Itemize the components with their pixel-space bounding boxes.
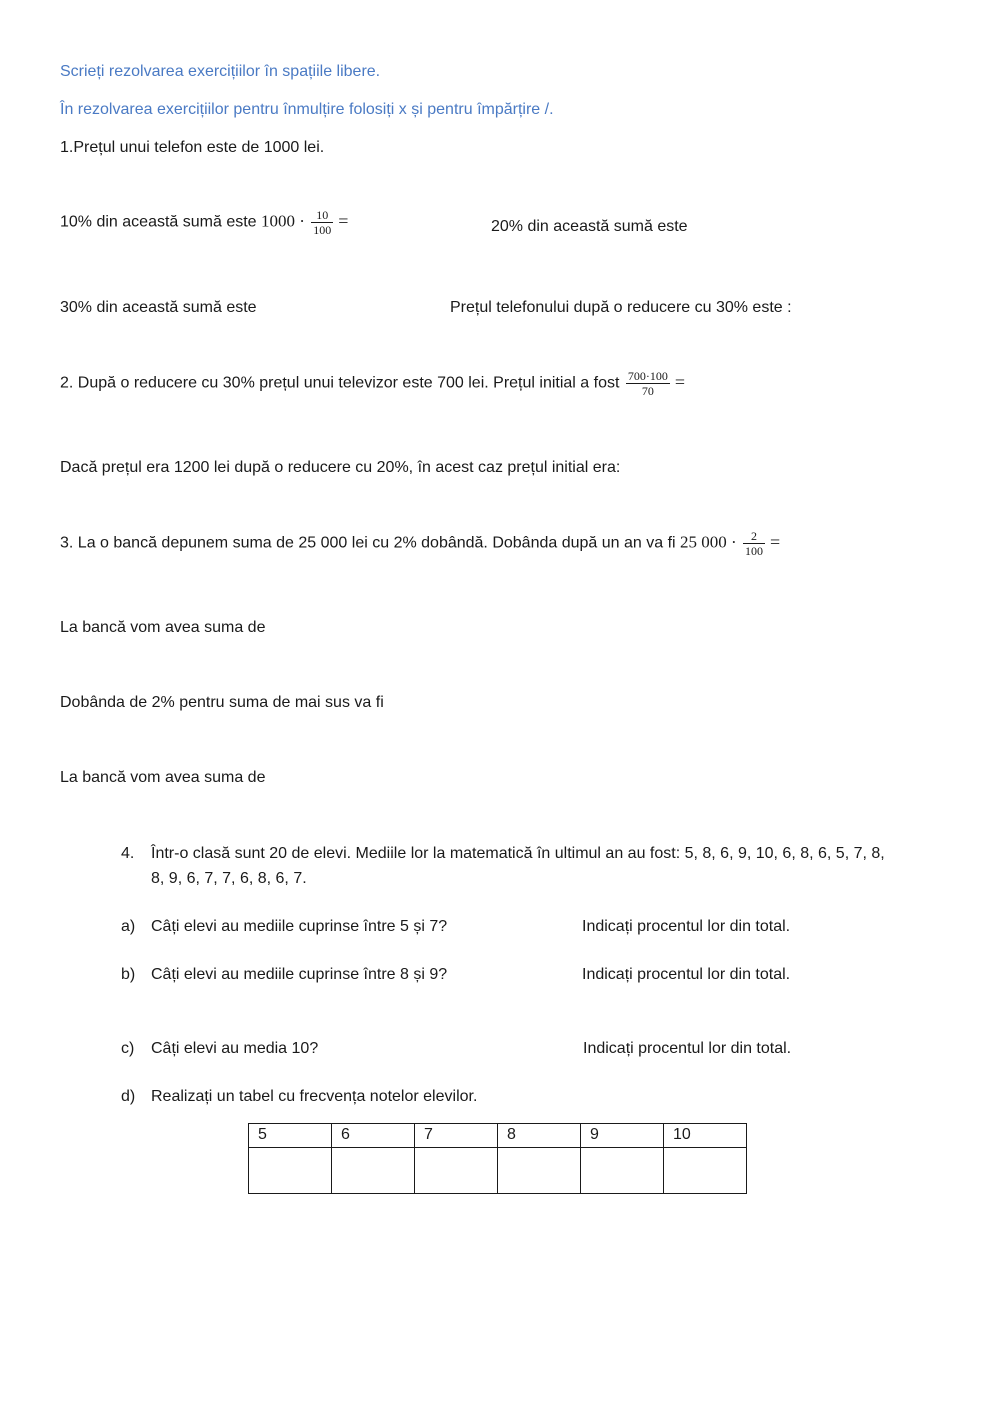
ex3-statement: 3. La o bancă depunem suma de 25 000 lei cu 2% dobândă. Dobânda după un an va fi bbox=[60, 534, 681, 552]
ex1-percent-20: 20% din această sumă este bbox=[491, 218, 688, 235]
ex1-fraction-denominator: 100 bbox=[313, 223, 332, 237]
frequency-header-cell: 7 bbox=[415, 1124, 498, 1148]
ex4-item-c-question: Câți elevi au media 10? bbox=[151, 1040, 319, 1057]
ex1-percent-10-text: 10% din această sumă este bbox=[60, 213, 262, 231]
ex1-percent-30: 30% din această sumă este bbox=[60, 299, 257, 316]
ex4-item-d-label: d) bbox=[121, 1088, 136, 1105]
instruction-line-1: Scrieți rezolvarea exercițiilor în spațiile libere. bbox=[60, 63, 381, 80]
ex3-statement-line bbox=[60, 529, 780, 558]
frequency-header-cell: 5 bbox=[249, 1124, 332, 1148]
frequency-table-header-row bbox=[249, 1124, 747, 1148]
ex1-percent-10 bbox=[60, 208, 348, 237]
ex1-equals: = bbox=[338, 210, 349, 231]
ex3-line-4: La bancă vom avea suma de bbox=[60, 769, 266, 786]
ex2-question: Dacă prețul era 1200 lei după o reducere cu 20%, în acest caz prețul initial era: bbox=[60, 459, 621, 476]
ex2-fraction bbox=[626, 369, 670, 398]
frequency-header-cell: 9 bbox=[581, 1124, 664, 1148]
frequency-header-cell: 8 bbox=[498, 1124, 581, 1148]
ex4-item-a-percent: Indicați procentul lor din total. bbox=[582, 918, 791, 935]
ex4-item-b-question: Câți elevi au mediile cuprinse între 8 și 9? bbox=[151, 966, 448, 983]
ex2-equals: = bbox=[674, 371, 686, 392]
ex2-statement-line bbox=[60, 369, 685, 398]
ex4-item-a-question: Câți elevi au mediile cuprinse între 5 și 7? bbox=[151, 918, 448, 935]
ex3-fraction bbox=[743, 529, 765, 558]
ex3-fraction-denominator: 100 bbox=[744, 544, 763, 558]
frequency-answer-cell[interactable] bbox=[415, 1148, 498, 1194]
ex3-line-2: La bancă vom avea suma de bbox=[60, 619, 266, 636]
frequency-answer-cell[interactable] bbox=[249, 1148, 332, 1194]
ex1-statement: 1.Prețul unui telefon este de 1000 lei. bbox=[60, 139, 325, 156]
ex1-fraction-numerator: 10 bbox=[311, 208, 333, 223]
ex3-equals: = bbox=[769, 531, 781, 552]
ex1-fraction bbox=[311, 208, 333, 237]
ex3-line-3: Dobânda de 2% pentru suma de mai sus va fi bbox=[60, 694, 384, 711]
instruction-line-2: În rezolvarea exercițiilor pentru înmulțire folosiți x și pentru împărțire /. bbox=[60, 101, 554, 118]
ex2-fraction-numerator: 700·100 bbox=[627, 369, 668, 383]
frequency-table bbox=[248, 1123, 747, 1194]
ex1-percent-10-base: 1000 · bbox=[261, 211, 310, 231]
ex4-item-b-percent: Indicați procentul lor din total. bbox=[582, 966, 791, 983]
ex1-reduction: Prețul telefonului după o reducere cu 30% este : bbox=[450, 299, 792, 316]
ex4-statement-line-2: 8, 9, 6, 7, 7, 6, 8, 6, 7. bbox=[151, 870, 307, 887]
frequency-answer-cell[interactable] bbox=[332, 1148, 415, 1194]
frequency-answer-cell[interactable] bbox=[664, 1148, 747, 1194]
frequency-answer-cell[interactable] bbox=[498, 1148, 581, 1194]
ex4-number: 4. bbox=[121, 845, 135, 862]
ex4-item-c-label: c) bbox=[121, 1040, 135, 1057]
ex2-statement: 2. După o reducere cu 30% prețul unui televizor este 700 lei. Prețul initial a fost bbox=[60, 374, 624, 392]
ex4-statement-line-1: Într-o clasă sunt 20 de elevi. Mediile lor la matematică în ultimul an au fost: 5, 8, 6, 9, 10, 6, 8, 6, 5, 7, 8, bbox=[151, 845, 885, 862]
frequency-table-answer-row bbox=[249, 1148, 747, 1194]
ex4-item-d-question: Realizați un tabel cu frecvența notelor elevilor. bbox=[151, 1088, 478, 1105]
ex4-item-b-label: b) bbox=[121, 966, 136, 983]
ex4-item-c-percent: Indicați procentul lor din total. bbox=[583, 1040, 792, 1057]
ex4-item-a-label: a) bbox=[121, 918, 136, 935]
frequency-header-cell: 6 bbox=[332, 1124, 415, 1148]
ex2-fraction-denominator: 70 bbox=[641, 384, 654, 398]
ex3-fraction-numerator: 2 bbox=[743, 529, 765, 544]
ex3-base: 25 000 · bbox=[680, 532, 741, 552]
frequency-header-cell: 10 bbox=[664, 1124, 747, 1148]
frequency-answer-cell[interactable] bbox=[581, 1148, 664, 1194]
